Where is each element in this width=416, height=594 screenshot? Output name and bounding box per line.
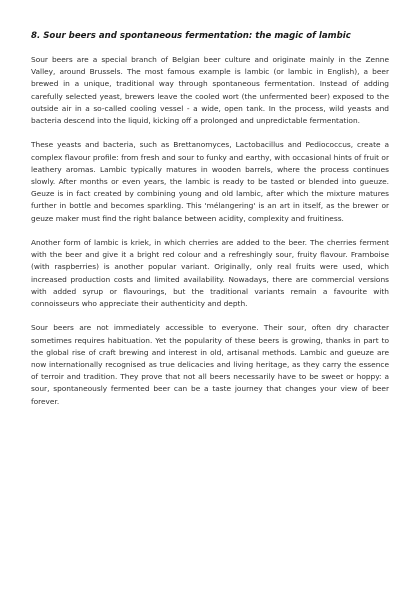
paragraph-accessibility: Sour beers are not immediately accessible to everyone. Their sour, often dry character sometimes requires habituation. Yet the popularity of these beers is growing, thanks in part to the global rise of craft brewing and interest in old, artisanal methods. Lambic and gueuze are now internationally recognised as true delicacies and living heritage, as they carry the essence of terroir and tradition. They prove that not all beers necessarily have to be sweet or hoppy: a sour, spontaneously fermented beer can be a taste journey that changes your view of beer forever.	[31, 323, 389, 406]
paragraph-lambic-origin: Sour beers are a special branch of Belgian beer culture and originate mainly in the Zenne Valley, around Brussels. The most famous example is lambic (or lambic in English), a beer brewed in a unique, traditional way through spontaneous fermentation. Instead of adding carefully selected yeast, brewers leave the cooled wort (the unfermented beer) exposed to the outside air in a so-called cooling vessel - a wide, open tank. In the process, wild yeasts and bacteria descend into the liquid, kicking off a prolonged and unpredictable fermentation.	[31, 55, 389, 126]
paragraph-yeasts-bacteria: These yeasts and bacteria, such as Brettanomyces, Lactobacillus and Pediococcus, create a complex flavour profile: from fresh and sour to funky and earthy, with occasional hints of fruit or leathery aromas. Lambic typically matures in wooden barrels, where the process continues slowly. After months or even years, the lambic is ready to be tasted or blended into gueuze. Geuze is in fact created by combining young and old lambic, after which the mixture matures further in bottle and becomes sparkling. This 'mélangering' is an art in itself, as the brewer or geuze maker must find the right balance between acidity, complexity and fruitiness.	[31, 140, 389, 223]
section-title: 8. Sour beers and spontaneous fermentation: the magic of lambic	[31, 31, 351, 41]
document-page	[31, 30, 389, 420]
paragraph-kriek: Another form of lambic is kriek, in which cherries are added to the beer. The cherries ferment with the beer and give it a bright red colour and a refreshingly sour, fruity flavour. Framboise (with raspberries) is another popular variant. Originally, only real fruits were used, which increased production costs and limited availability. Nowadays, there are commercial versions with added syrup or flavourings, but the traditional variants remain a favourite with connoisseurs who appreciate their authenticity and depth.	[31, 238, 389, 309]
